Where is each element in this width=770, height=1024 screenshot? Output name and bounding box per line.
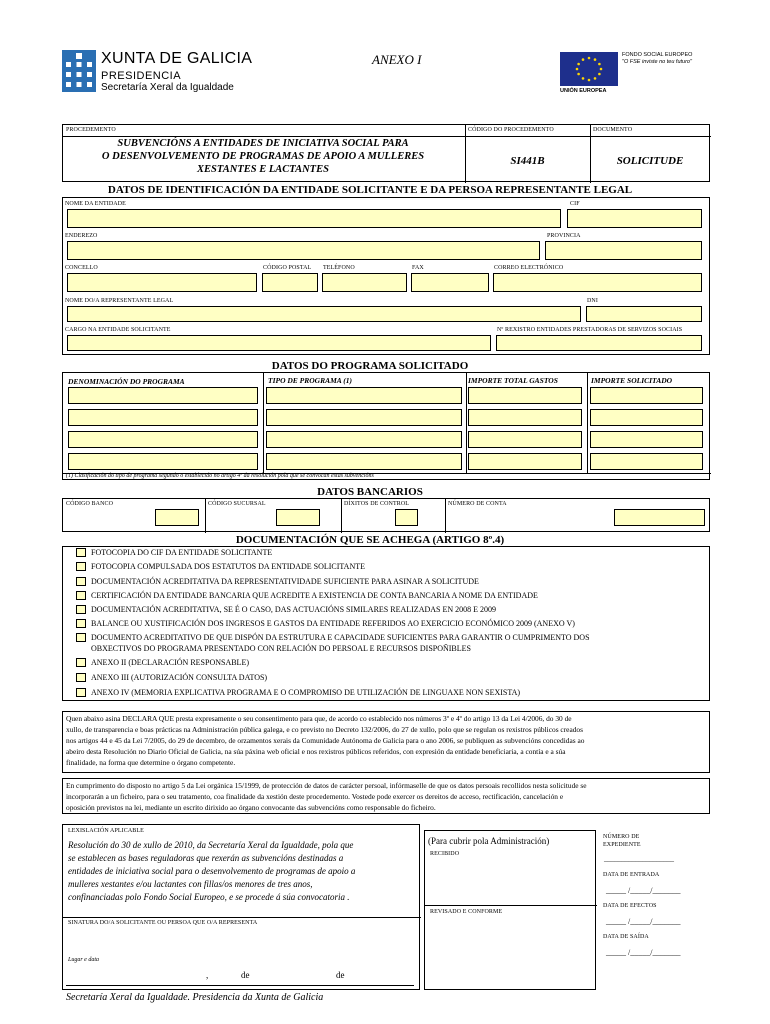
lexislacion-line: confinanciadas polo Fondo Social Europeo, e se procede á súa convocatoria . bbox=[68, 892, 350, 902]
org-name: XUNTA DE GALICIA bbox=[101, 50, 253, 67]
sinatura-label: SINATURA DO/A SOLICITANTE OU PERSOA QUE O/A REPRESENTA bbox=[68, 920, 258, 926]
dni-field[interactable] bbox=[586, 306, 702, 322]
footer-text: Secretaría Xeral da Igualdade. Presidencia da Xunta de Galicia bbox=[66, 992, 324, 1003]
programa-footnote: (1) Clasificación do tipo de programa segundo o establecido no artigo 4º da resolución pola que se convocan estas subvencións bbox=[66, 473, 374, 479]
doc-checkbox-estatutos[interactable] bbox=[76, 562, 86, 571]
procedure-code-value: SI441B bbox=[510, 155, 545, 167]
nome-entidade-field[interactable] bbox=[67, 209, 561, 228]
declaracion-line: abeiro desta Resolución no Diario Oficial de Galicia, na súa páxina web oficial e nos rexistros públicos referidos, con expresión da entidade beneficiaria, a contía e a súa bbox=[66, 747, 566, 756]
date-comma: , bbox=[206, 970, 209, 980]
programa-denominacion-field[interactable] bbox=[68, 409, 258, 426]
data-saida-field[interactable]: _____ /_____/_______ bbox=[606, 948, 681, 957]
eu-stars-icon bbox=[560, 52, 618, 86]
recibido-label: RECIBIDO bbox=[430, 851, 460, 857]
cif-field[interactable] bbox=[567, 209, 702, 228]
numero-conta-field[interactable] bbox=[614, 509, 705, 526]
xunta-logo bbox=[62, 50, 96, 92]
date-de-2: de bbox=[336, 970, 345, 980]
doc-checkbox-estrutura[interactable] bbox=[76, 633, 86, 642]
programa-tipo-field[interactable] bbox=[266, 431, 462, 448]
xunta-emblem-icon bbox=[62, 50, 96, 92]
doc-checkbox-balance[interactable] bbox=[76, 619, 86, 628]
document-value: SOLICITUDE bbox=[616, 155, 684, 167]
doc-item-anexo-ii: ANEXO II (DECLARACIÓN RESPONSABLE) bbox=[91, 658, 249, 667]
fax-field[interactable] bbox=[411, 273, 489, 292]
doc-item-actuacions: DOCUMENTACIÓN ACREDITATIVA, SE É O CASO, DAS ACTUACIÓNS SIMILARES REALIZADAS EN 2008 E 2009 bbox=[91, 605, 497, 614]
cargo-label: CARGO NA ENTIDADE SOLICITANTE bbox=[65, 327, 171, 333]
correo-field[interactable] bbox=[493, 273, 702, 292]
fse-line1: FONDO SOCIAL EUROPEO bbox=[622, 52, 693, 58]
digitos-control-field[interactable] bbox=[395, 509, 418, 526]
programa-tipo-field[interactable] bbox=[266, 453, 462, 470]
correo-label: CORREO ELECTRÓNICO bbox=[494, 265, 564, 271]
doc-item-representatividade: DOCUMENTACIÓN ACREDITATIVA DA REPRESENTATIVIDADE SUFICIENTE PARA ASINAR A SOLICITUDE bbox=[91, 577, 479, 586]
numero-expediente-field[interactable]: ____________________ bbox=[604, 855, 674, 863]
col-tipo: TIPO DE PROGRAMA (1) bbox=[268, 376, 352, 385]
provincia-label: PROVINCIA bbox=[547, 233, 581, 239]
doc-item-anexo-iii: ANEXO III (AUTORIZACIÓN CONSULTA DATOS) bbox=[91, 673, 268, 682]
declaracion-text bbox=[66, 713, 708, 768]
data-efectos-field[interactable]: _____ /_____/_______ bbox=[606, 917, 681, 926]
doc-checkbox-anexo-ii[interactable] bbox=[76, 658, 86, 667]
lexislacion-label: LEXISLACIÓN APLICABLE bbox=[68, 828, 144, 834]
org-secretaria: Secretaría Xeral da Igualdade bbox=[101, 82, 234, 93]
lexislacion-line: Resolución do 30 de xullo de 2010, da Secretaría Xeral da Igualdade, pola que bbox=[68, 840, 354, 850]
procedure-code-label: CÓDIGO DO PROCEDEMENTO bbox=[468, 127, 554, 133]
cargo-field[interactable] bbox=[67, 335, 491, 351]
doc-item-estrutura: DOCUMENTO ACREDITATIVO DE QUE DISPÓN DA ESTRUTURA E CAPACIDADE SUFICIENTES PARA GARANTIR O CUMPRIMENTO DOS bbox=[91, 633, 590, 642]
doc-checkbox-cif[interactable] bbox=[76, 548, 86, 557]
lexislacion-text bbox=[68, 839, 418, 904]
nome-entidade-label: NOME DA ENTIDADE bbox=[65, 201, 126, 207]
proteccion-line: incorporarán a un ficheiro, para o seu tratamento, coa finalidade da xestión deste procedemento. Vostede pode exercer os dereitos de acceso, rectificación, cancelación e bbox=[66, 792, 564, 801]
lugar-data-label: Lugar e data bbox=[68, 957, 100, 963]
declaracion-line: Quen abaixo asina DECLARA QUE presta expresamente o seu consentimento para que, de acordo co establecido nos números 3º e 4º do artigo 13 da Lei 4/2006, do 30 de bbox=[66, 714, 572, 723]
codigo-banco-label: CÓDIGO BANCO bbox=[66, 501, 114, 507]
codigo-banco-field[interactable] bbox=[155, 509, 199, 526]
fax-label: FAX bbox=[412, 265, 424, 271]
programa-importe-total-field[interactable] bbox=[468, 453, 582, 470]
programa-tipo-field[interactable] bbox=[266, 387, 462, 404]
programa-denominacion-field[interactable] bbox=[68, 387, 258, 404]
enderezo-field[interactable] bbox=[67, 241, 540, 260]
doc-checkbox-certificacion[interactable] bbox=[76, 591, 86, 600]
telefono-field[interactable] bbox=[322, 273, 407, 292]
col-denominacion: DENOMINACIÓN DO PROGRAMA bbox=[68, 377, 185, 386]
admin-title: (Para cubrir pola Administración) bbox=[428, 836, 550, 846]
doc-item-certificacion: CERTIFICACIÓN DA ENTIDADE BANCARIA QUE ACREDITE A EXISTENCIA DE CONTA BANCARIA A NOME DA ENTIDADE bbox=[91, 591, 538, 600]
data-entrada-label: DATA DE ENTRADA bbox=[603, 872, 660, 878]
declaracion-line: finalidade, na forma que determine o órgano competente. bbox=[66, 758, 236, 767]
programa-denominacion-field[interactable] bbox=[68, 453, 258, 470]
codigo-sucursal-label: CÓDIGO SUCURSAL bbox=[208, 501, 266, 507]
cif-label: CIF bbox=[570, 201, 580, 207]
proteccion-text bbox=[66, 780, 708, 813]
declaracion-line: nos artigos 44 e 45 da Lei 7/2005, do 29 de decembro, de orzamentos xerais da Comunidade Autónoma de Galicia para o ano 2006, se publiquen as subvencións concedidas ao bbox=[66, 736, 585, 745]
fse-line2: "O FSE inviste no teu futuro" bbox=[622, 59, 692, 65]
procedure-title-line3: XESTANTES E LACTANTES bbox=[197, 164, 329, 175]
eu-label: UNIÓN EUROPEA bbox=[560, 88, 607, 94]
doc-checkbox-actuacions[interactable] bbox=[76, 605, 86, 614]
concello-field[interactable] bbox=[67, 273, 257, 292]
ident-title: DATOS DE IDENTIFICACIÓN DA ENTIDADE SOLICITANTE E DA PERSOA REPRESENTANTE LEGAL bbox=[107, 184, 633, 196]
data-entrada-field[interactable]: _____ /_____/_______ bbox=[606, 886, 681, 895]
eu-flag bbox=[560, 52, 618, 86]
document-label: DOCUMENTO bbox=[593, 127, 633, 133]
programa-importe-total-field[interactable] bbox=[468, 431, 582, 448]
programa-title: DATOS DO PROGRAMA SOLICITADO bbox=[271, 360, 469, 372]
data-saida-label: DATA DE SAÍDA bbox=[603, 934, 649, 940]
procedure-label: PROCEDEMENTO bbox=[66, 127, 116, 133]
bancarios-title: DATOS BANCARIOS bbox=[317, 486, 423, 498]
rexistro-label: Nº REXISTRO ENTIDADES PRESTADORAS DE SERVIZOS SOCIAIS bbox=[497, 327, 683, 333]
doc-checkbox-representatividade[interactable] bbox=[76, 577, 86, 586]
col-importe-solicitado: IMPORTE SOLICITADO bbox=[591, 376, 673, 385]
lexislacion-line: se establecen as bases reguladoras que rexerán as subvencións destinadas a bbox=[68, 853, 344, 863]
data-efectos-label: DATA DE EFECTOS bbox=[603, 903, 657, 909]
programa-importe-solicitado-field[interactable] bbox=[590, 409, 703, 426]
doc-item-balance: BALANCE OU XUSTIFICACIÓN DOS INGRESOS E GASTOS DA ENTIDADE REFERIDOS AO EXERCICIO ECONÓMICO 2009 (ANEXO V) bbox=[91, 619, 575, 628]
programa-denominacion-field[interactable] bbox=[68, 431, 258, 448]
lexislacion-line: entidades de iniciativa social para o desenvolvemento de programas de apoio a bbox=[68, 866, 356, 876]
procedure-title bbox=[62, 137, 464, 176]
lexislacion-line: mulleres xestantes e/ou lactantes con fillas/os menores de tres anos, bbox=[68, 879, 313, 889]
codigo-sucursal-field[interactable] bbox=[276, 509, 320, 526]
documentacion-title: DOCUMENTACIÓN QUE SE ACHEGA (ARTIGO 8º.4) bbox=[235, 534, 505, 546]
rexistro-field[interactable] bbox=[496, 335, 702, 351]
doc-item-estatutos: FOTOCOPIA COMPULSADA DOS ESTATUTOS DA ENTIDADE SOLICITANTE bbox=[91, 562, 365, 571]
programa-importe-solicitado-field[interactable] bbox=[590, 431, 703, 448]
enderezo-label: ENDEREZO bbox=[65, 233, 98, 239]
codigo-postal-label: CÓDIGO POSTAL bbox=[263, 265, 312, 271]
numero-conta-label: NÚMERO DE CONTA bbox=[448, 501, 507, 507]
programa-tipo-field[interactable] bbox=[266, 409, 462, 426]
telefono-label: TELÉFONO bbox=[323, 265, 355, 271]
date-de-1: de bbox=[241, 970, 250, 980]
programa-importe-solicitado-field[interactable] bbox=[590, 453, 703, 470]
doc-checkbox-anexo-iv[interactable] bbox=[76, 688, 86, 697]
declaracion-line: xullo, de transparencia e boas prácticas na Administración pública galega, e co previsto no Decreto 132/2006, do 27 de xullo, polo que se regulan os rexistros públicos creados bbox=[66, 725, 583, 734]
doc-item-estrutura-cont: OBXECTIVOS DO PROGRAMA PRESENTADO CON RELACIÓN DO PERSOAL E RECURSOS DISPOÑIBLES bbox=[91, 644, 471, 653]
procedure-title-line2: O DESENVOLVEMENTO DE PROGRAMAS DE APOIO A MULLERES bbox=[101, 151, 425, 162]
signature-date-line[interactable] bbox=[66, 985, 414, 986]
codigo-postal-field[interactable] bbox=[262, 273, 318, 292]
programa-importe-total-field[interactable] bbox=[468, 387, 582, 404]
programa-importe-total-field[interactable] bbox=[468, 409, 582, 426]
digitos-control-label: DÍXITOS DE CONTROL bbox=[344, 501, 410, 507]
provincia-field[interactable] bbox=[545, 241, 702, 260]
representante-label: NOME DO/A REPRESENTANTE LEGAL bbox=[65, 298, 174, 304]
doc-item-cif: FOTOCOPIA DO CIF DA ENTIDADE SOLICITANTE bbox=[91, 548, 273, 557]
revisado-label: REVISADO E CONFORME bbox=[430, 909, 503, 915]
concello-label: CONCELLO bbox=[65, 265, 98, 271]
col-importe-total: IMPORTE TOTAL GASTOS bbox=[468, 376, 558, 385]
doc-item-anexo-iv: ANEXO IV (MEMORIA EXPLICATIVA PROGRAMA E O COMPROMISO DE UTILIZACIÓN DE LINGUAXE NON SEXISTA) bbox=[91, 688, 521, 697]
numero-expediente-label: NÚMERO DE EXPEDIENTE bbox=[603, 834, 641, 848]
procedure-title-line1: SUBVENCIÓNS A ENTIDADES DE INICIATIVA SOCIAL PARA bbox=[117, 138, 409, 149]
dni-label: DNI bbox=[587, 298, 598, 304]
doc-checkbox-anexo-iii[interactable] bbox=[76, 673, 86, 682]
representante-field[interactable] bbox=[67, 306, 581, 322]
proteccion-line: oposición previstos na lei, mediante un escrito dirixido ao órgano convocante das subvencións como responsable do ficheiro. bbox=[66, 803, 436, 812]
org-dept: PRESIDENCIA bbox=[101, 70, 182, 82]
programa-importe-solicitado-field[interactable] bbox=[590, 387, 703, 404]
proteccion-line: En cumprimento do disposto no artigo 5 da Lei orgánica 15/1999, de protección de datos de carácter persoal, infórmaselle de que os datos persoais recollidos nesta solicitude se bbox=[66, 781, 587, 790]
annex-title: ANEXO I bbox=[372, 52, 422, 67]
